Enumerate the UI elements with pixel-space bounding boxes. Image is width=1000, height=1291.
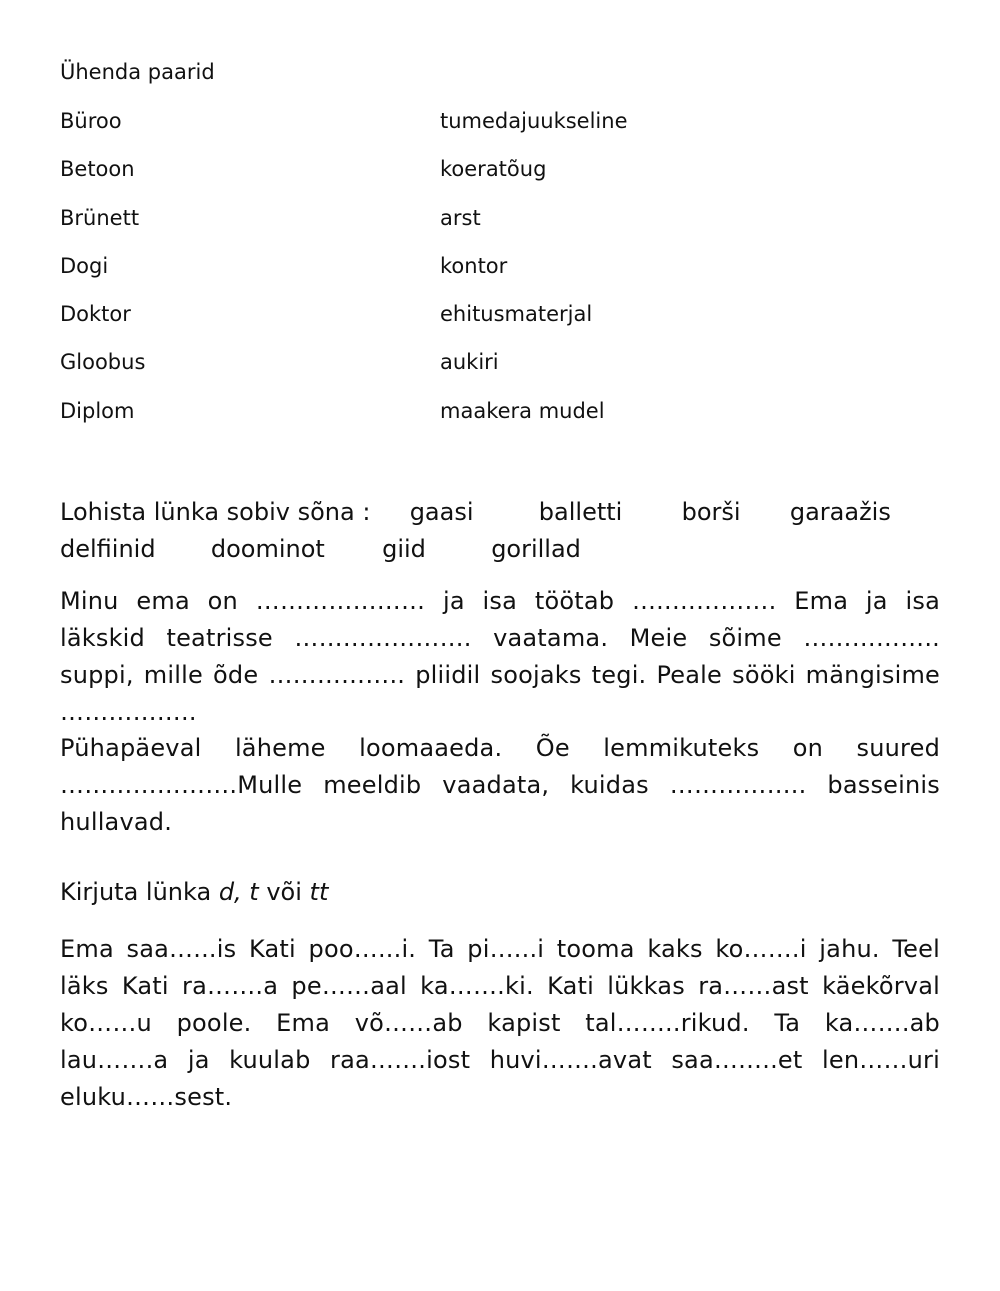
text-line: hullavad.: [60, 808, 173, 836]
instruction-mid: või: [258, 878, 310, 906]
text-line: ………………….Mulle meeldib vaadata, kuidas …………….. basseinis: [60, 771, 940, 799]
pair-right[interactable]: maakera mudel: [440, 399, 605, 423]
instruction-italic-tt: tt: [309, 878, 329, 906]
word-chip[interactable]: doominot: [210, 535, 325, 563]
pair-row: [60, 302, 940, 332]
pair-right[interactable]: koeratõug: [440, 157, 547, 181]
text-line: Minu ema on ………………… ja isa töötab …..…………. Ema ja isa: [60, 587, 940, 615]
instruction-prefix: Kirjuta lünka: [60, 878, 219, 906]
pair-row: [60, 254, 940, 284]
text-line: Pühapäeval läheme loomaaeda. Õe lemmikuteks on suured: [60, 734, 940, 762]
fill-paragraph-1: [60, 583, 940, 731]
pairs-title: Ühenda paarid: [60, 60, 215, 84]
pair-left[interactable]: Dogi: [60, 254, 109, 278]
pair-left[interactable]: Diplom: [60, 399, 135, 423]
pair-row: [60, 206, 940, 236]
pair-left[interactable]: Gloobus: [60, 350, 146, 374]
text-line: lau…….a ja kuulab raa…….iost huvi…….avat saa……..et len……uri: [60, 1046, 940, 1074]
word-chip[interactable]: balletti: [538, 498, 623, 526]
pair-right[interactable]: ehitusmaterjal: [440, 302, 593, 326]
text-line: läkskid teatrisse …………………. vaatama. Meie sõime ……………..: [60, 624, 940, 652]
text-line: läks Kati ra…….a pe……aal ka…….ki. Kati lükkas ra……ast käekõrval: [60, 972, 940, 1000]
pair-left[interactable]: Betoon: [60, 157, 135, 181]
letters-instruction: [60, 878, 328, 906]
instruction-italic-dt: d, t: [218, 878, 259, 906]
drag-instruction: Lohista lünka sobiv sõna :: [60, 498, 371, 526]
pair-right[interactable]: arst: [440, 206, 481, 230]
pair-left[interactable]: Büroo: [60, 109, 122, 133]
text-line: suppi, mille õde …………….. pliidil soojaks tegi. Peale sööki mängisime: [60, 661, 940, 689]
pair-row: [60, 399, 940, 429]
text-line: eluku……sest.: [60, 1083, 233, 1111]
text-line: ……………..: [60, 698, 197, 726]
word-chip[interactable]: borši: [681, 498, 741, 526]
pair-right[interactable]: aukiri: [440, 350, 499, 374]
pair-right[interactable]: kontor: [440, 254, 508, 278]
drag-words-section: [60, 494, 940, 568]
word-chip[interactable]: gorillad: [491, 535, 581, 563]
letters-paragraph: [60, 931, 940, 1116]
word-chip[interactable]: garaažis: [789, 498, 891, 526]
text-line: Ema saa…...is Kati poo…...i. Ta pi…...i tooma kaks ko…….i jahu. Teel: [60, 935, 940, 963]
pair-left[interactable]: Doktor: [60, 302, 131, 326]
pair-row: [60, 350, 940, 380]
pair-right[interactable]: tumedajuukseline: [440, 109, 628, 133]
pair-row: [60, 109, 940, 139]
pair-left[interactable]: Brünett: [60, 206, 140, 230]
word-chip[interactable]: delfiinid: [60, 535, 156, 563]
word-chip[interactable]: gaasi: [409, 498, 474, 526]
pair-row: [60, 157, 940, 187]
fill-paragraph-2: [60, 730, 940, 841]
text-line: ko……u poole. Ema võ……ab kapist tal……..rikud. Ta ka…….ab: [60, 1009, 940, 1037]
word-chip[interactable]: giid: [382, 535, 426, 563]
